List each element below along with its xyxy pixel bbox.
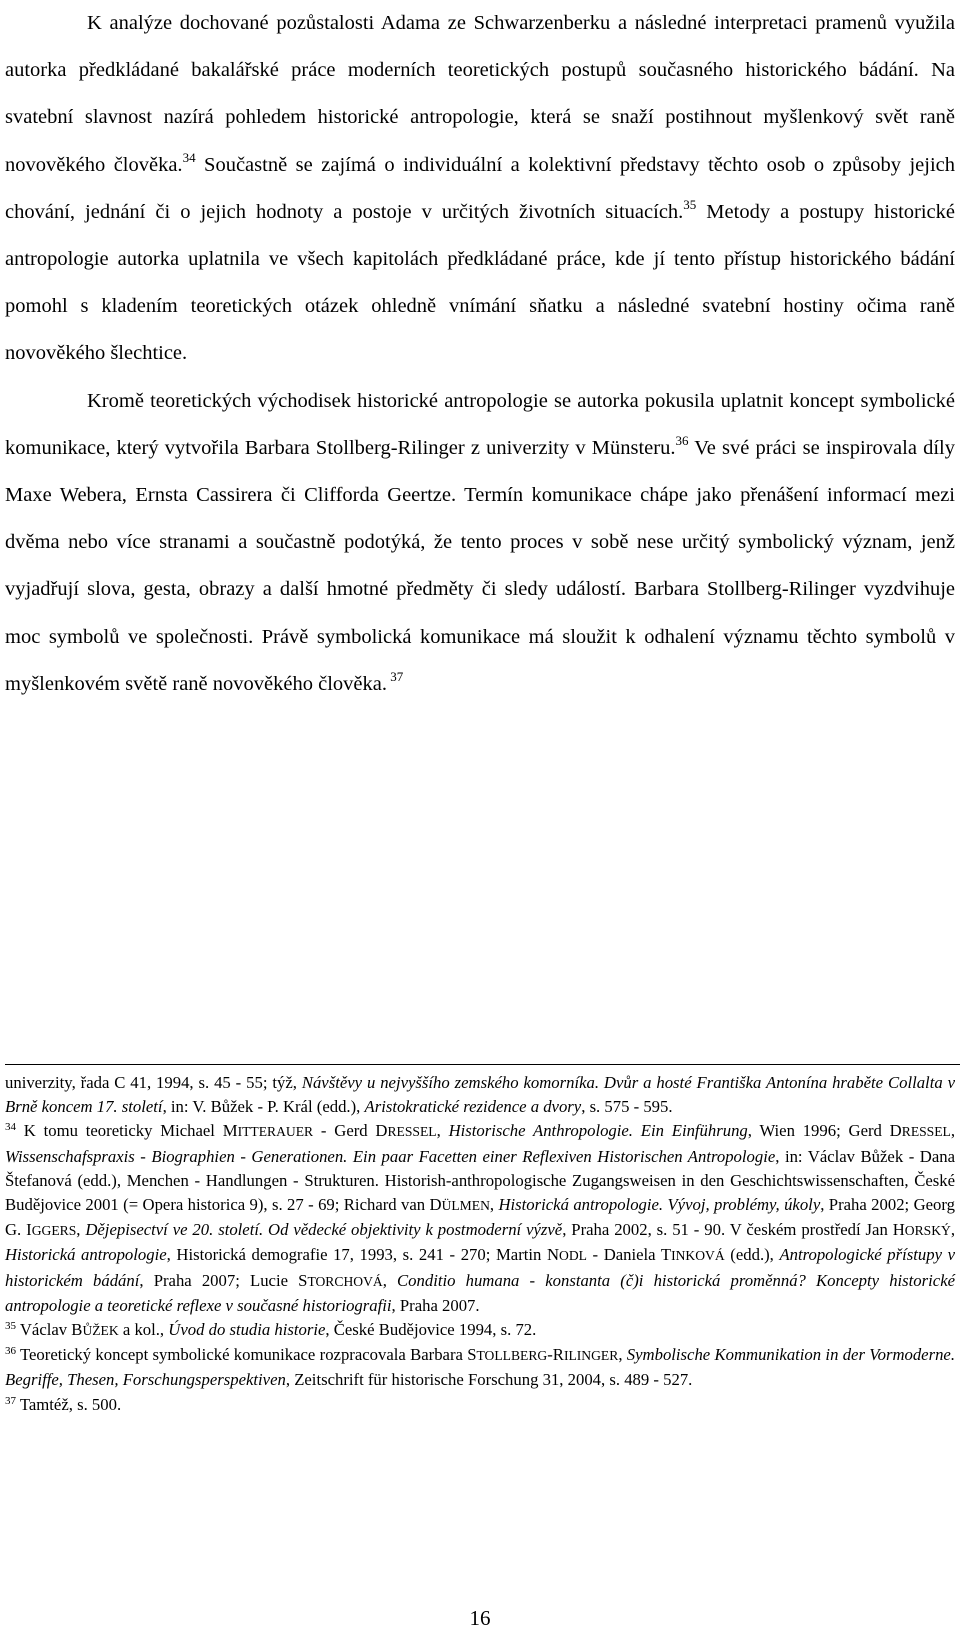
footnote-continuation: univerzity, řada C 41, 1994, s. 45 - 55; týž, Návštěvy u nejvyššího zemského komorníka. Dvůr a hosté Františka Antonína hraběte Collalta v Brně koncem 17. století, in: V. Bůžek - P. Král (edd.), Aristokratické rezidence a dvory, s. 575 - 595. bbox=[5, 1073, 955, 1117]
document-page bbox=[5, 0, 955, 1640]
footnote-separator bbox=[5, 1064, 960, 1065]
footnote-ref-34[interactable]: 34 bbox=[182, 149, 196, 165]
paragraph-text: Součastně se zajímá o individuální a kolektivní představy těchto osob o způsoby jejich chování, jednání či o jejich hodnoty a postoje v určitých životních situacích. bbox=[5, 153, 955, 223]
footnote-37: $^{37}$ Tamtéž, s. 500. bbox=[5, 1394, 122, 1414]
footnote-number: 36 bbox=[5, 1345, 16, 1358]
footnote-ref-36[interactable]: 36 bbox=[675, 432, 689, 448]
paragraph-text: Metody a postupy historické antropologie autorka uplatnila ve všech kapitolách předkládané práce, kde jí tento přístup historického bádání pomohl s kladením teoretických otázek ohledně vnímání sňatku a následné svatební hostiny očima raně novověkého šlechtice. bbox=[5, 200, 955, 365]
paragraph-1 bbox=[5, 0, 955, 378]
paragraph-text: K analýze dochované pozůstalosti Adama ze Schwarzenberku a následné interpretaci pramenů využila autorka předkládané bakalářské práce moderních teoretických postupů současného historického bádání. Na svatební slavnost nazírá pohledem historické antropologie, která se snaží postihnout myšlenkový svět raně novověkého člověka. bbox=[5, 12, 955, 176]
footnote-34: $^{34}$ K tomu teoreticky Michael MITTERAUER - Gerd DRESSEL, Historische Anthropologie. Ein Einführung, Wien 1996; Gerd DRESSEL, Wissenschafspraxis - Biographien - Generationen. Ein paar Facetten einer Reflexiven Historischen Antropologie, in: Václav Bůžek - Dana Štefanová (edd.), Menchen - Handlungen - Strukturen. Historish-anthropologische Zugangsweisen in den Geschichtswissenschaften, České Budějovice 2001 (= Opera historica 9), s. 27 - 69; Richard van DÜLMEN, Historická antropologie. Vývoj, problémy, úkoly, Praha 2002; Georg G. IGGERS, Dějepisectví ve 20. století. Od vědecké objektivity k postmoderní výzvě, Praha 2002, s. 51 - 90. V českém prostředí Jan HORSKÝ, Historická antropologie, Historická demografie 17, 1993, s. 241 - 270; Martin NODL - Daniela TINKOVÁ (edd.), Antropologické přístupy v historickém bádání, Praha 2007; Lucie STORCHOVÁ, Conditio humana - konstanta (č)i historická proměnná? Koncepty historické antropologie a teoretické reflexe v současné historiografii, Praha 2007. bbox=[5, 1121, 956, 1315]
paragraph-2 bbox=[5, 378, 955, 708]
footnote-number: 37 bbox=[5, 1394, 16, 1407]
footnote-number: 35 bbox=[5, 1320, 16, 1333]
footnote-35: $^{35}$ Václav BŮŽEK a kol., Úvod do studia historie, České Budějovice 1994, s. 72. bbox=[5, 1320, 537, 1340]
footnote-number: 34 bbox=[5, 1121, 16, 1134]
main-text bbox=[5, 0, 955, 708]
footnote-ref-37[interactable]: 37 bbox=[386, 668, 404, 684]
footnotes bbox=[5, 1071, 955, 1417]
footnote-36: $^{36}$ Teoretický koncept symbolické komunikace rozpracovala Barbara STOLLBERG-RILINGER, Symbolische Kommunikation in der Vormoderne. Begriffe, Thesen, Forschungsperspektiven, Zeitschrift für historische Forschung 31, 2004, s. 489 - 527. bbox=[5, 1345, 956, 1390]
page-number: 16 bbox=[469, 1606, 491, 1630]
footnote-ref-35[interactable]: 35 bbox=[683, 196, 697, 212]
paragraph-text: Ve své práci se inspirovala díly Maxe Webera, Ernsta Cassirera či Clifforda Geertze. Termín komunikace chápe jako přenášení informací mezi dvěma nebo více stranami a součastně podotýká, že tento proces v sobě nese určitý symbolický význam, jenž vyjadřují slova, gesta, obrazy a další hmotné předměty či sledy událostí. Barbara Stollberg-Rilinger vyzdvihuje moc symbolů ve společnosti. Právě symbolická komunikace má sloužit k odhalení významu těchto symbolů v myšlenkovém světě raně novověkého člověka. bbox=[5, 436, 955, 695]
paragraph-text: Kromě teoretických východisek historické antropologie se autorka pokusila uplatnit koncept symbolické komunikace, který vytvořila Barbara Stollberg-Rilinger z univerzity v Münsteru. bbox=[5, 389, 955, 459]
